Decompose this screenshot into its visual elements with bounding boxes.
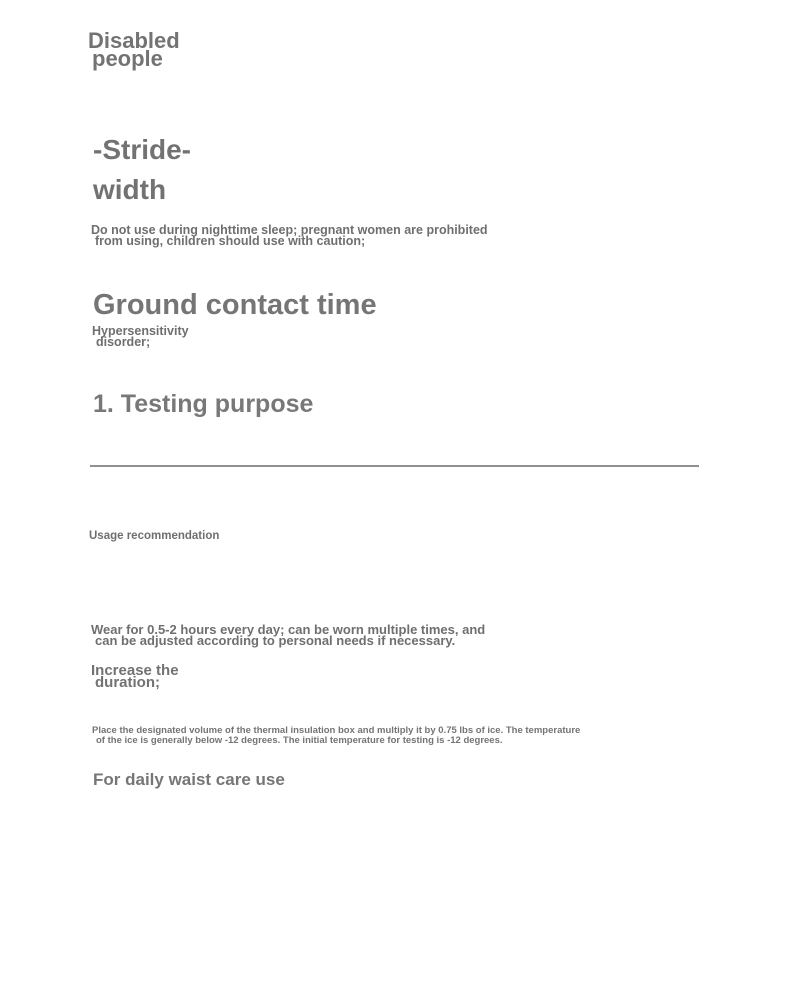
disabled-people-heading	[88, 28, 180, 71]
ice-instructions-line2: of the ice is generally below -12 degrees. The initial temperature for testing is -12 degrees.	[96, 735, 503, 746]
ground-contact-time-heading: Ground contact time	[93, 289, 377, 321]
usage-warning-line1: Do not use during nighttime sleep; pregnant women are prohibited	[91, 223, 488, 237]
testing-purpose-heading: 1. Testing purpose	[93, 390, 314, 418]
hypersensitivity-line1: Hypersensitivity	[92, 324, 189, 338]
usage-warning-line2: from using, children should use with caution;	[95, 234, 366, 248]
wear-instructions-line1: Wear for 0.5-2 hours every day; can be worn multiple times, and	[91, 622, 486, 637]
disabled-people-line2: people	[92, 46, 163, 71]
ice-instructions-text	[92, 726, 580, 746]
hypersensitivity-text	[92, 326, 189, 348]
section-divider	[90, 465, 699, 467]
wear-instructions-text	[91, 624, 485, 646]
stride-width-line2: width	[93, 174, 167, 205]
ice-instructions-line1: Place the designated volume of the thermal insulation box and multiply it by 0.75 lbs of ice. The temperature	[92, 725, 581, 736]
increase-duration-text	[91, 662, 179, 691]
stride-width-heading	[93, 130, 191, 210]
usage-warning-text	[91, 225, 488, 247]
usage-recommendation-label: Usage recommendation	[89, 530, 220, 542]
stride-width-line1: -Stride-	[93, 134, 191, 165]
wear-instructions-line2: can be adjusted according to personal needs if necessary.	[95, 633, 456, 648]
hypersensitivity-line2: disorder;	[96, 335, 151, 349]
daily-waist-care-heading: For daily waist care use	[93, 770, 285, 789]
increase-duration-line2: duration;	[95, 674, 160, 691]
increase-duration-line1: Increase the	[91, 662, 179, 679]
disabled-people-line1: Disabled	[88, 28, 180, 53]
